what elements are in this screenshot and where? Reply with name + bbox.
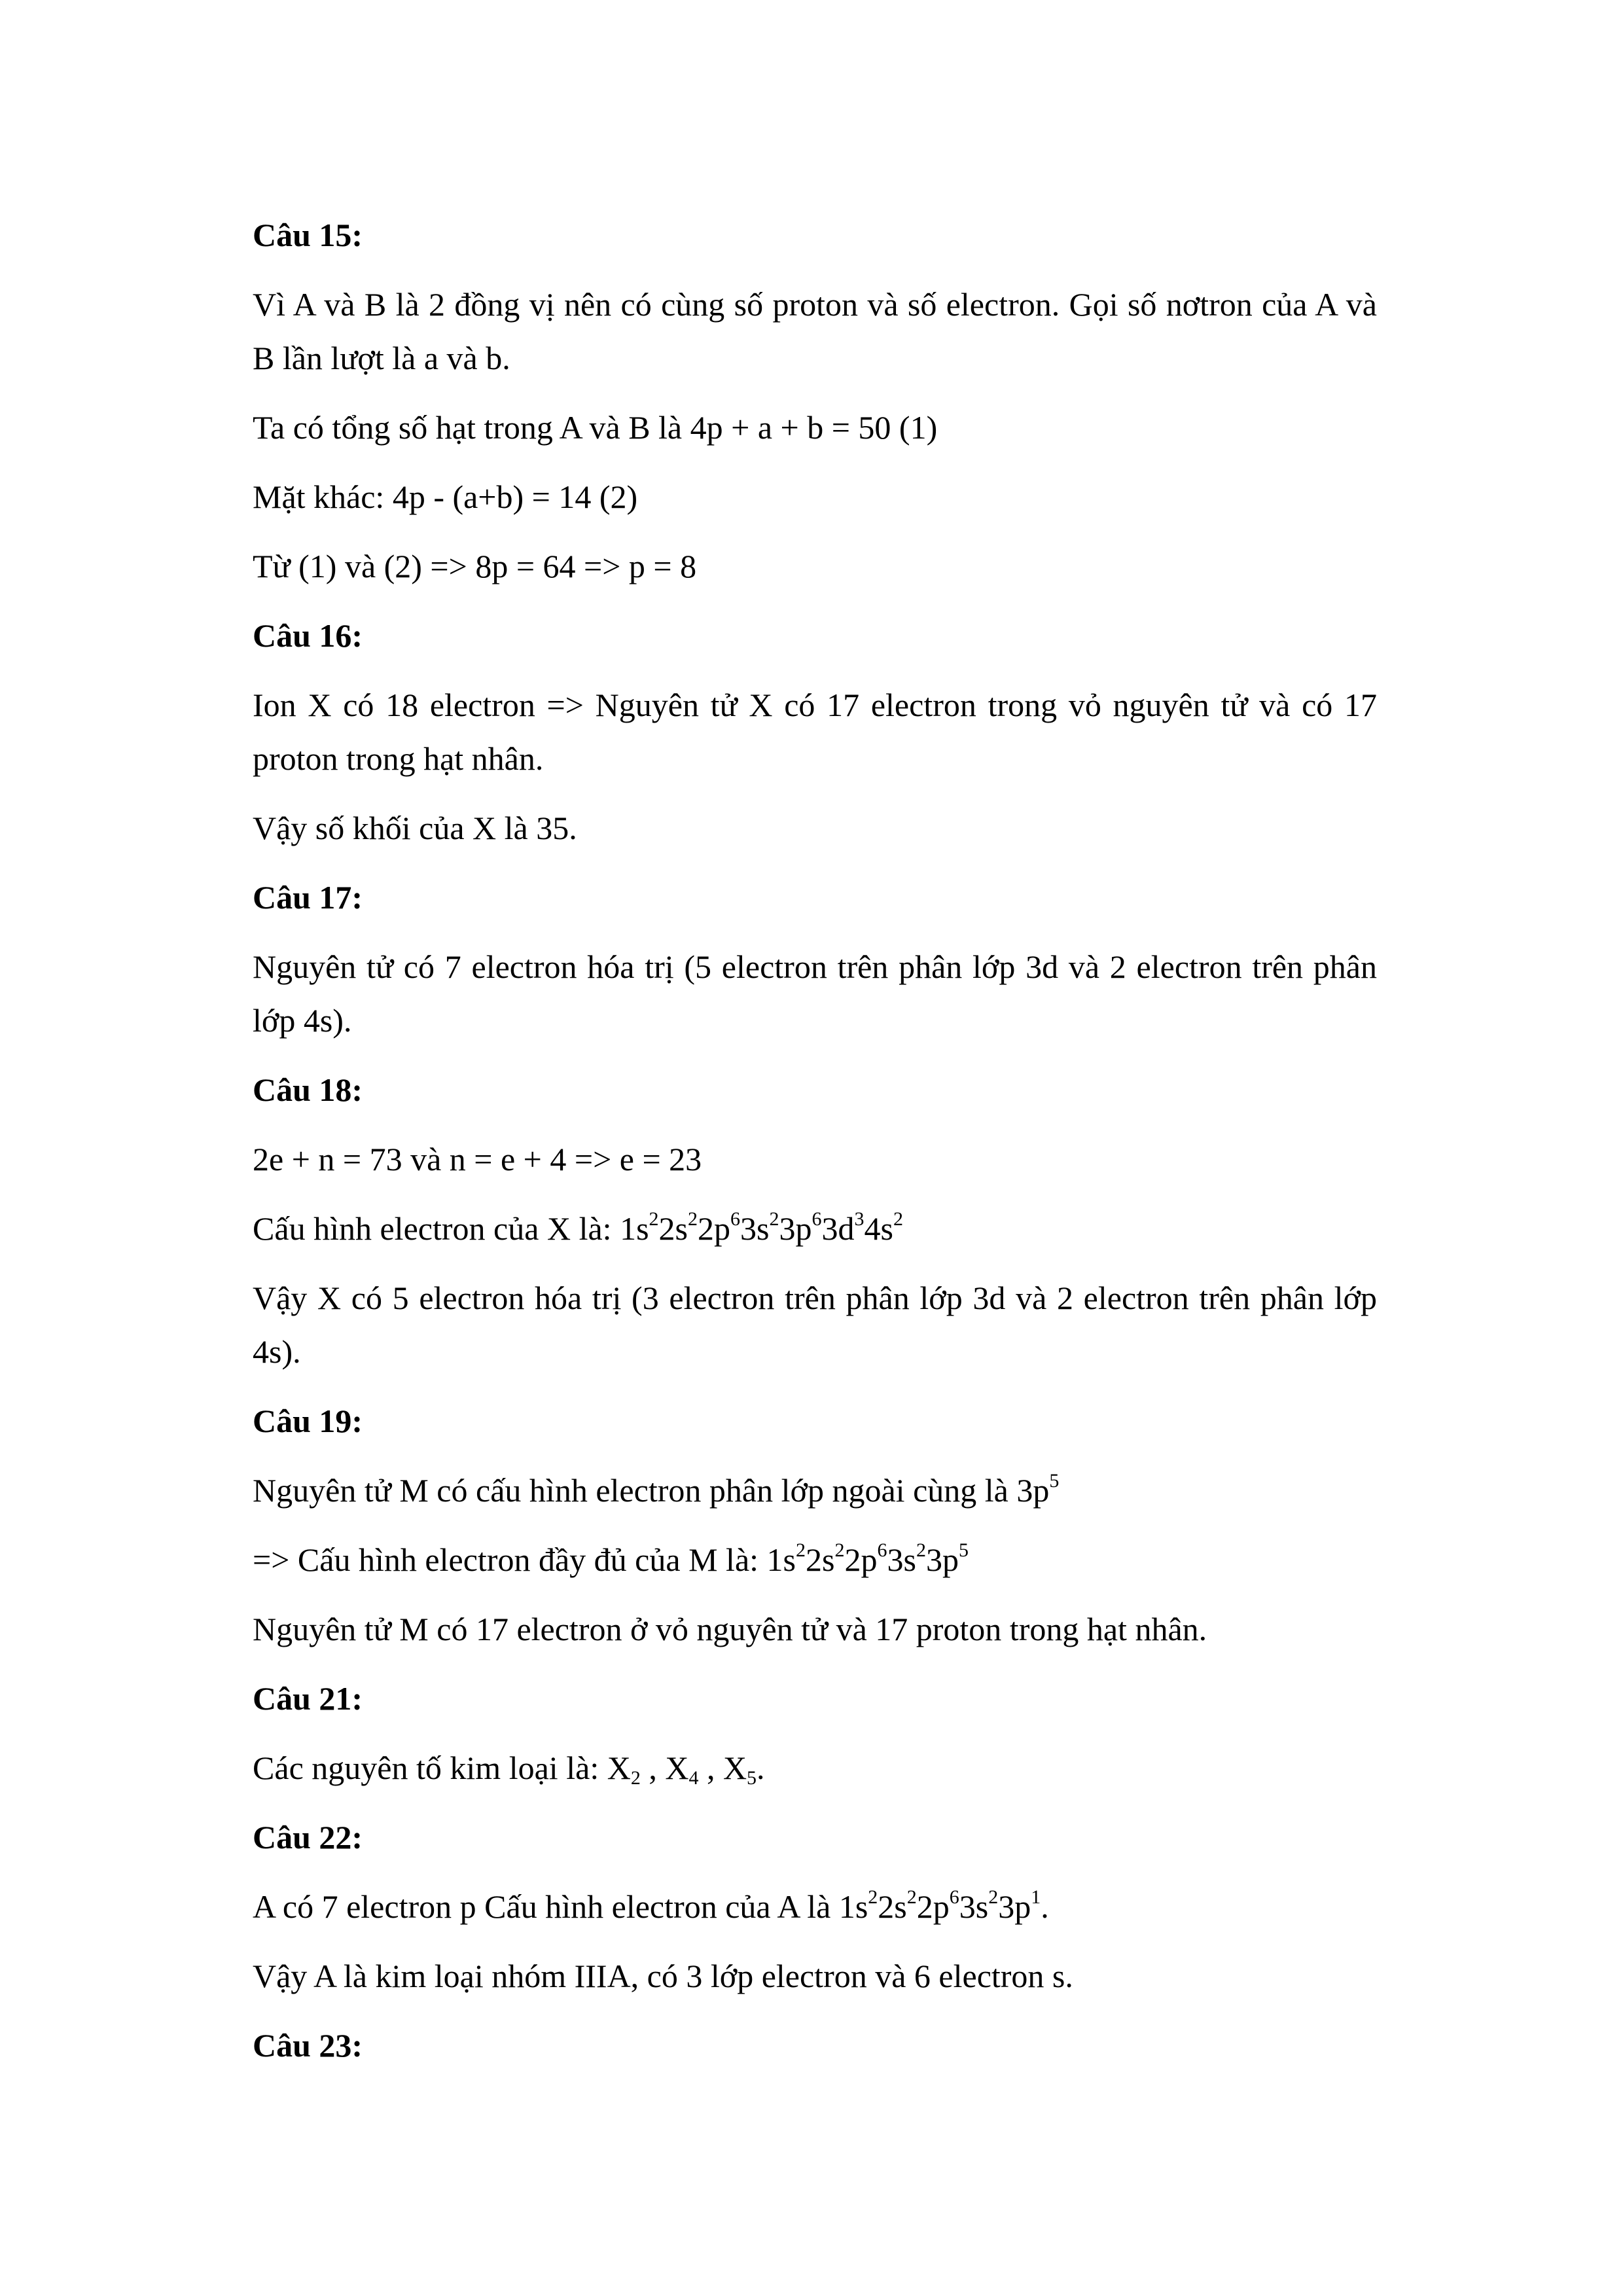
- answer-paragraph: Từ (1) và (2) => 8p = 64 => p = 8: [253, 548, 697, 584]
- electron-configuration: Nguyên tử M có cấu hình electron phân lớp ngoài cùng là $3p^5$: [253, 1470, 1060, 1509]
- question-heading: Câu 15:: [253, 217, 363, 253]
- metal-elements-list: Các nguyên tố kim loại là: $X_2$ , $X_4$ , $X_5$.: [253, 1749, 765, 1789]
- electron-configuration: A có 7 electron p Cấu hình electron của A là $1s^22s^22p^63s^23p^1$.: [253, 1886, 1049, 1925]
- answer-paragraph: Ion X có 18 electron => Nguyên tử X có 17 electron trong vỏ nguyên tử và có 17 proton trong hạt nhân.: [253, 687, 1377, 777]
- answer-paragraph: Vậy A là kim loại nhóm IIIA, có 3 lớp electron và 6 electron s.: [253, 1958, 1073, 1994]
- answer-paragraph: Nguyên tử M có 17 electron ở vỏ nguyên tử và 17 proton trong hạt nhân.: [253, 1611, 1207, 1647]
- answer-paragraph: Vậy X có 5 electron hóa trị (3 electron trên phân lớp 3d và 2 electron trên phân lớp 4s).: [253, 1280, 1377, 1370]
- answer-paragraph: Vì A và B là 2 đồng vị nên có cùng số proton và số electron. Gọi số nơtron của A và B lần lượt là a và b.: [253, 286, 1377, 376]
- answer-paragraph: Nguyên tử có 7 electron hóa trị (5 electron trên phân lớp 3d và 2 electron trên phân lớp 4s).: [253, 948, 1377, 1039]
- question-heading: Câu 22:: [253, 1819, 363, 1856]
- electron-configuration: => Cấu hình electron đầy đủ của M là: $1s^22s^22p^63s^23p^5$: [253, 1539, 969, 1578]
- answer-paragraph: Ta có tổng số hạt trong A và B là 4p + a + b = 50 (1): [253, 409, 938, 446]
- question-heading: Câu 19:: [253, 1403, 363, 1439]
- answer-paragraph: Vậy số khối của X là 35.: [253, 810, 577, 846]
- question-heading: Câu 18:: [253, 1071, 363, 1108]
- question-heading: Câu 23:: [253, 2027, 363, 2064]
- question-heading: Câu 16:: [253, 617, 363, 654]
- document-body: [253, 208, 1377, 2088]
- question-heading: Câu 21:: [253, 1680, 363, 1717]
- question-heading: Câu 17:: [253, 879, 363, 916]
- answer-paragraph: 2e + n = 73 và n = e + 4 => e = 23: [253, 1141, 702, 1177]
- answer-paragraph: Mặt khác: 4p - (a+b) = 14 (2): [253, 478, 638, 515]
- electron-configuration: Cấu hình electron của X là: $1s^22s^22p^63s^23p^63d^34s^2$: [253, 1208, 903, 1247]
